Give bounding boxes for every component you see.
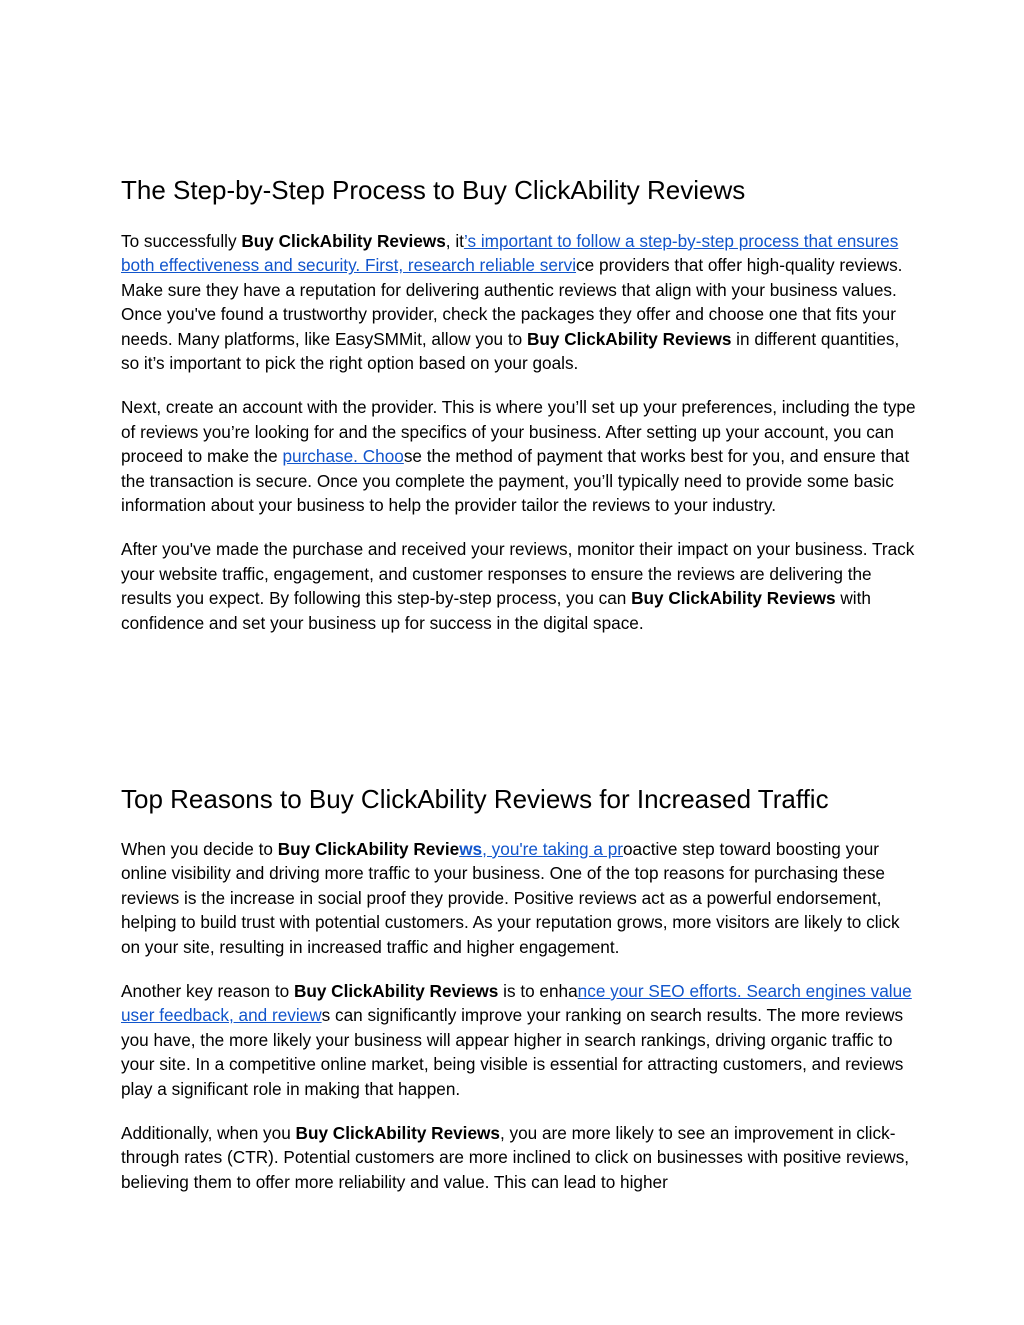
section-top-reasons-body — [121, 837, 921, 1214]
text-run: se the method of payment that works best for you, and ensure that the transaction is secure. Once you complete the payment, you’ll typically need to provide some basic information about your business to help the provider tailor the reviews to your industry. — [121, 446, 910, 516]
text-run: To successfully — [121, 231, 242, 251]
bold-text: Buy ClickAbility Reviews — [241, 231, 446, 251]
text-run: After you've made the purchase and received your reviews, monitor their impact on your business. Track your website traffic, engagement, and customer responses to ensure the reviews are delivering the results you expect. By following this step-by-step process, you can — [121, 539, 915, 609]
paragraph — [121, 537, 921, 635]
inline-link[interactable]: purchase. Choo — [282, 446, 404, 467]
text-run: s can significantly improve your ranking on search results. The more reviews you have, the more likely your business will appear higher in search rankings, driving organic traffic to your site. In a competitive online market, being visible is essential for attracting customers, and reviews play a significant role in making that happen. — [121, 1005, 904, 1099]
section-step-by-step-body — [121, 229, 921, 655]
text-run: ce providers that offer high-quality reviews. Make sure they have a reputation for delivering authentic reviews that align with your business values. Once you've found a trustworthy provider, check the packages they offer and choose one that fits your needs. Many platforms, like EasySMMit, allow you to — [121, 255, 903, 349]
text-run: Additionally, when you — [121, 1123, 296, 1144]
bold-text: Buy ClickAbility Reviews — [295, 1123, 500, 1144]
text-run: is to enha — [498, 981, 578, 1002]
paragraph — [121, 1121, 921, 1194]
text-run: oactive step toward boosting your online visibility and driving more traffic to your business. One of the top reasons for purchasing these reviews is the increase in social proof they provide. Positive reviews act as a powerful endorsement, helping to build trust with potential customers. As your reputation grows, more visitors are likely to click on your site, resulting in increased traffic and higher engagement. — [121, 839, 900, 957]
paragraph — [121, 229, 921, 375]
paragraph — [121, 395, 921, 517]
text-run: , it — [445, 231, 464, 251]
inline-link[interactable]: ’s important to follow a step-by-step process that ensures both effectiveness and security. First, research reliable servi — [121, 231, 899, 276]
text-run: When you decide to — [121, 839, 278, 859]
bold-text: Buy ClickAbility Reviews — [631, 588, 836, 609]
inline-link[interactable]: , you're taking a pr — [482, 839, 623, 859]
text-run: , you are more likely to see an improvement in click-through rates (CTR). Potential customers are more inclined to click on businesses with positive reviews, believing them to offer more reliability and value. This can lead to higher — [121, 1123, 910, 1192]
bold-text: Buy ClickAbility Reviews — [526, 328, 732, 349]
paragraph — [121, 837, 921, 959]
text-run: in different quantities, so it’s important to pick the right option based on your goals. — [121, 328, 900, 374]
inline-link[interactable]: nce your SEO efforts. Search engines value user feedback, and review — [121, 981, 912, 1026]
paragraph — [121, 979, 921, 1101]
bold-text: Buy ClickAbility Revie — [277, 839, 460, 859]
bold-text: ws — [459, 839, 483, 859]
text-run: with confidence and set your business up for success in the digital space. — [121, 588, 871, 633]
inline-link[interactable] — [459, 839, 482, 859]
text-run: Next, create an account with the provider. This is where you’ll set up your preferences, including the type of reviews you’re looking for and the specifics of your business. After setting up your account, you can proceed to make the — [121, 397, 916, 467]
section-heading-top-reasons: Top Reasons to Buy ClickAbility Reviews for Increased Traffic — [121, 784, 829, 814]
text-run: Another key reason to — [121, 981, 294, 1002]
bold-text: Buy ClickAbility Reviews — [293, 981, 499, 1002]
section-heading-step-by-step: The Step-by-Step Process to Buy ClickAbility Reviews — [121, 175, 746, 205]
